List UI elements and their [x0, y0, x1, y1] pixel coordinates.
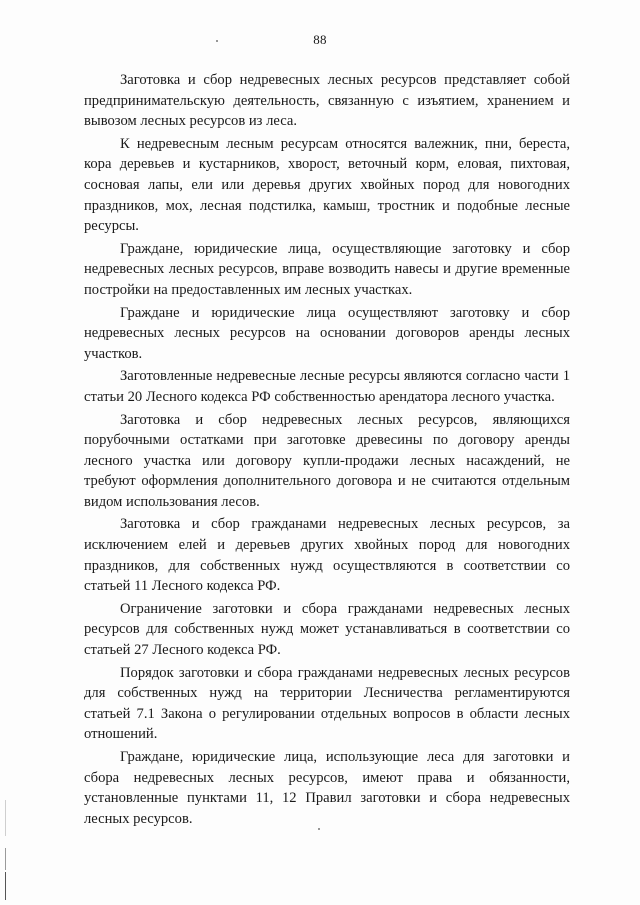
paragraph-1: Заготовка и сбор недревесных лесных ресурсов представляет собой предпринимательскую деятельность, связанную с изъятием, хранением и вывозом лесных ресурсов из леса.: [84, 72, 570, 130]
paragraph-8: Ограничение заготовки и сбора гражданами недревесных лесных ресурсов для собственных нужд может устанавливаться в соответствии со статьей 27 Лесного кодекса РФ.: [84, 600, 570, 659]
paragraph-2: К недревесным лесным ресурсам относятся валежник, пни, береста, кора деревьев и кустарников, хворост, веточный корм, еловая, пихтовая, сосновая лапы, ели или деревья других хвойных пород для новогодних праздников, мох, лесная подстилка, камыш, тростник и подобные лесные ресурсы.: [84, 135, 570, 235]
scan-edge-mark: [5, 848, 6, 870]
page-number: 88: [313, 32, 327, 47]
scan-speck: [318, 828, 320, 830]
paragraph-6: Заготовка и сбор недревесных лесных ресурсов, являющихся порубочными остатками при заготовке древесины по договору аренды лесного участка или договору купли-продажи лесных насаждений, не требуют оформления дополнительного договора и не считаются отдельным видом использования лесов.: [84, 411, 570, 510]
document-body: [84, 70, 570, 831]
paragraph-3: Граждане, юридические лица, осуществляющие заготовку и сбор недревесных лесных ресурсов, вправе возводить навесы и другие временные постройки на предоставленных им лесных участках.: [84, 240, 570, 298]
scan-speck: [216, 40, 218, 42]
paragraph-7: Заготовка и сбор гражданами недревесных лесных ресурсов, за исключением елей и деревьев других хвойных пород для новогодних праздников, для собственных нужд осуществляются в соответствии со статьей 11 Лесного кодекса РФ.: [84, 516, 570, 595]
scan-edge-mark: [5, 872, 6, 900]
paragraph-9: Порядок заготовки и сбора гражданами недревесных лесных ресурсов для собственных нужд на территории Лесничества регламентируются статьей 7.1 Закона о регулировании отдельных вопросов в области лесных отношений.: [84, 664, 570, 743]
paragraph-4: Граждане и юридические лица осуществляют заготовку и сбор недревесных лесных ресурсов на основании договоров аренды лесных участков.: [84, 304, 570, 362]
paragraph-10: Граждане, юридические лица, использующие леса для заготовки и сбора недревесных лесных ресурсов, имеют права и обязанности, установленные пунктами 11, 12 Правил заготовки и сбора недревесных лесных ресурсов.: [84, 749, 570, 827]
paragraph-5: Заготовленные недревесные лесные ресурсы являются согласно части 1 статьи 20 Лесного кодекса РФ собственностью арендатора лесного участка.: [84, 368, 570, 405]
scan-edge-mark: [5, 800, 6, 836]
